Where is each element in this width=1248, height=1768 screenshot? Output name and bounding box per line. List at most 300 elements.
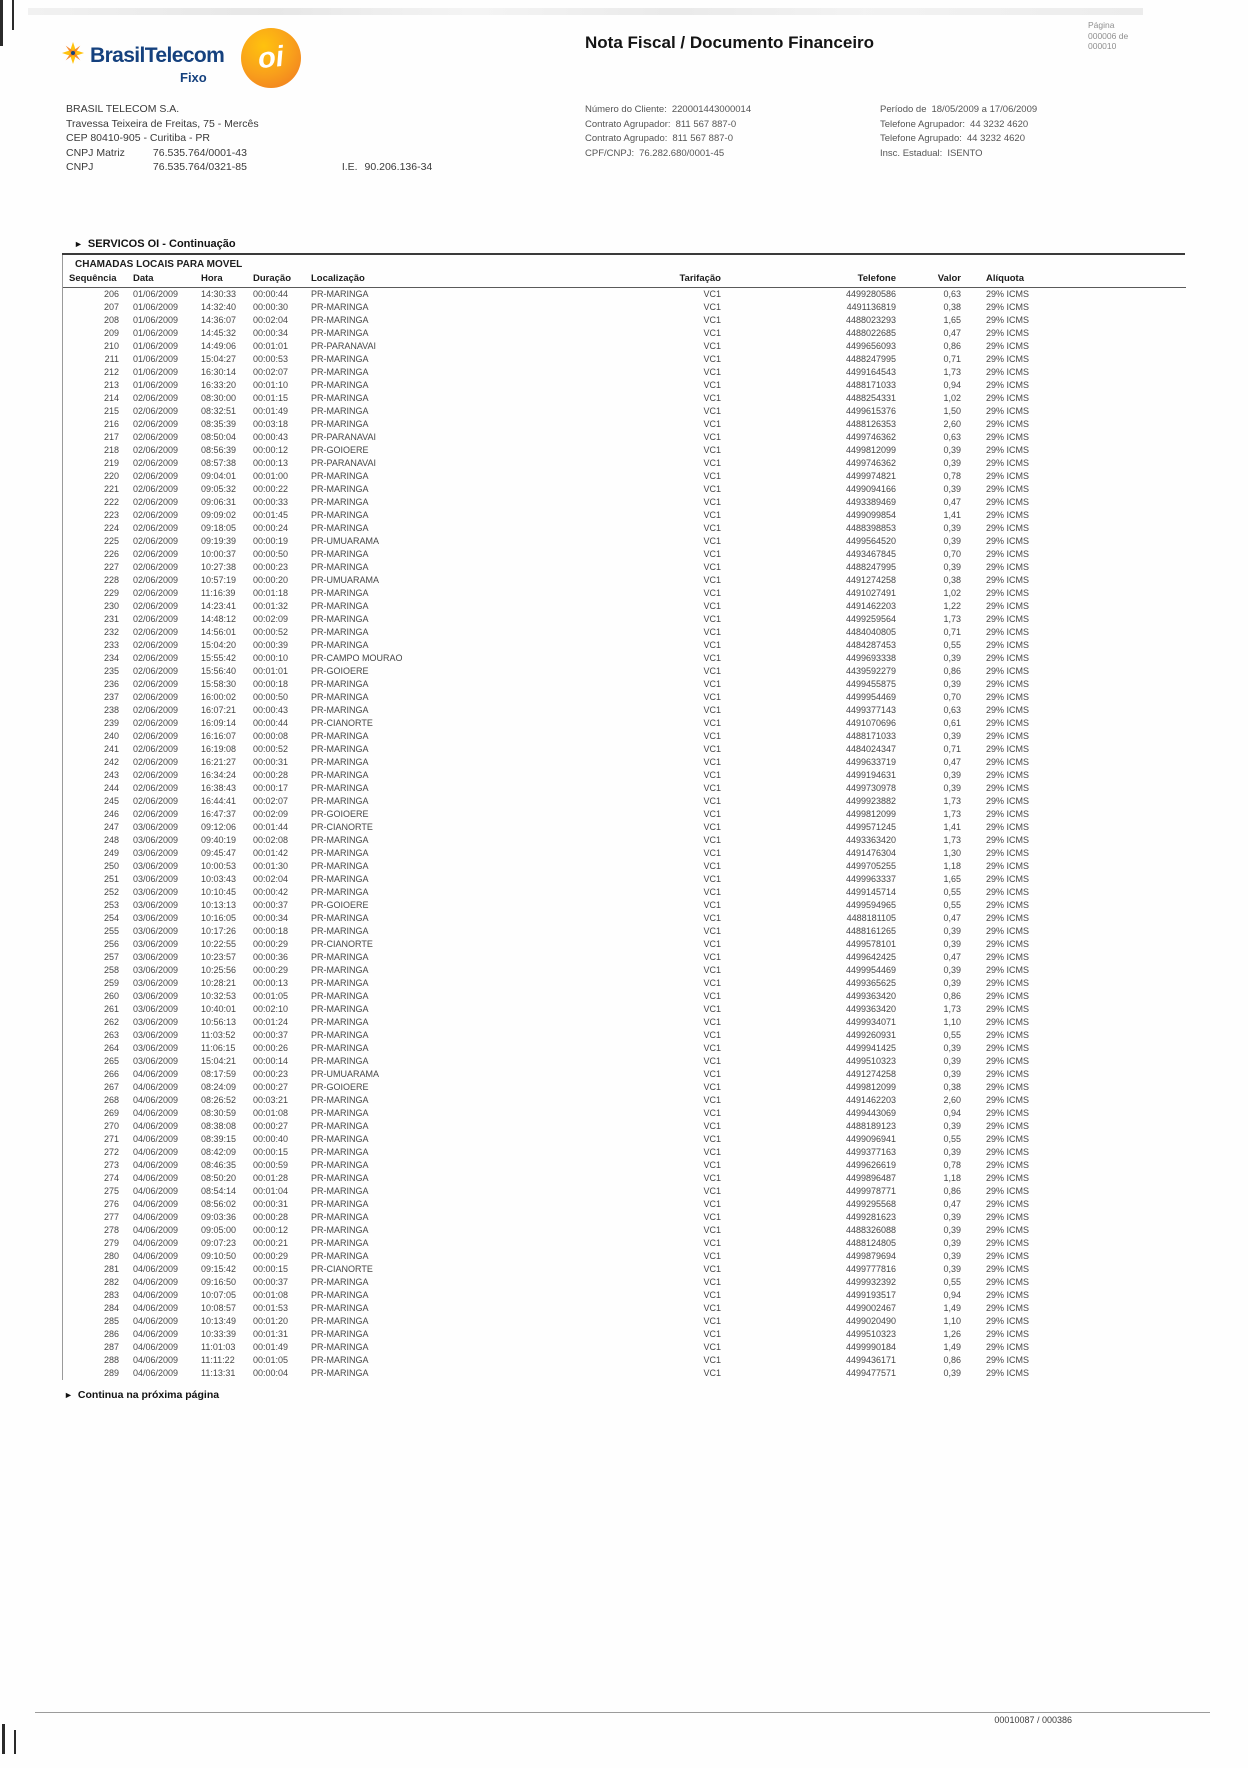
cell-duracao: 00:00:20 xyxy=(253,575,289,585)
cell-aliquota: 29% ICMS xyxy=(986,536,1030,546)
cell-hora: 10:28:21 xyxy=(201,978,237,988)
cell-telefone: 4499615376 xyxy=(845,406,896,416)
table-row xyxy=(63,418,1186,431)
cell-aliquota: 29% ICMS xyxy=(986,965,1030,975)
cell-tarifacao: VC1 xyxy=(703,848,721,858)
cell-duracao: 00:00:43 xyxy=(253,705,289,715)
cell-localizacao: PR-MARINGA xyxy=(311,523,369,533)
cell-duracao: 00:01:49 xyxy=(253,1342,289,1352)
cell-sequencia: 230 xyxy=(103,601,119,611)
cell-tarifacao: VC1 xyxy=(703,939,721,949)
cell-tarifacao: VC1 xyxy=(703,783,721,793)
cell-hora: 10:23:57 xyxy=(201,952,237,962)
cell-aliquota: 29% ICMS xyxy=(986,1303,1030,1313)
table-row xyxy=(63,1250,1186,1263)
cell-tarifacao: VC1 xyxy=(703,1056,721,1066)
cell-sequencia: 217 xyxy=(103,432,119,442)
cell-duracao: 00:00:40 xyxy=(253,1134,289,1144)
cell-sequencia: 264 xyxy=(103,1043,119,1053)
cell-valor: 0,63 xyxy=(943,705,961,715)
cell-valor: 1,18 xyxy=(943,1173,961,1183)
cell-hora: 14:23:41 xyxy=(201,601,237,611)
cell-localizacao: PR-MARINGA xyxy=(311,1199,369,1209)
cell-duracao: 00:01:53 xyxy=(253,1303,289,1313)
cell-telefone: 4484287453 xyxy=(845,640,896,650)
table-row xyxy=(63,860,1186,873)
cell-duracao: 00:01:24 xyxy=(253,1017,289,1027)
cell-localizacao: PR-CAMPO MOURAO xyxy=(311,653,403,663)
cell-sequencia: 235 xyxy=(103,666,119,676)
cell-hora: 10:17:26 xyxy=(201,926,237,936)
cell-localizacao: PR-MARINGA xyxy=(311,1004,369,1014)
cell-tarifacao: VC1 xyxy=(703,809,721,819)
cell-valor: 0,94 xyxy=(943,1108,961,1118)
cell-tarifacao: VC1 xyxy=(703,874,721,884)
cell-valor: 1,41 xyxy=(943,510,961,520)
cell-telefone: 4499002467 xyxy=(845,1303,896,1313)
cell-data: 02/06/2009 xyxy=(133,458,179,468)
cell-data: 03/06/2009 xyxy=(133,991,179,1001)
cell-duracao: 00:00:22 xyxy=(253,484,289,494)
cell-valor: 1,18 xyxy=(943,861,961,871)
cell-telefone: 4493363420 xyxy=(845,835,896,845)
cell-hora: 08:32:51 xyxy=(201,406,237,416)
cell-aliquota: 29% ICMS xyxy=(986,900,1030,910)
table-row xyxy=(63,847,1186,860)
cell-tarifacao: VC1 xyxy=(703,744,721,754)
cell-hora: 08:26:52 xyxy=(201,1095,237,1105)
cell-aliquota: 29% ICMS xyxy=(986,1160,1030,1170)
cell-duracao: 00:00:33 xyxy=(253,497,289,507)
table-row xyxy=(63,392,1186,405)
cell-tarifacao: VC1 xyxy=(703,484,721,494)
cell-duracao: 00:00:37 xyxy=(253,900,289,910)
cell-aliquota: 29% ICMS xyxy=(986,497,1030,507)
cell-aliquota: 29% ICMS xyxy=(986,744,1030,754)
cell-hora: 08:56:02 xyxy=(201,1199,237,1209)
cell-duracao: 00:01:15 xyxy=(253,393,289,403)
cell-valor: 0,39 xyxy=(943,1147,961,1157)
cell-hora: 09:45:47 xyxy=(201,848,237,858)
page-counter-label: Página xyxy=(1088,20,1115,30)
cell-data: 04/06/2009 xyxy=(133,1329,179,1339)
cell-valor: 0,55 xyxy=(943,887,961,897)
cell-aliquota: 29% ICMS xyxy=(986,1147,1030,1157)
cell-telefone: 4499954469 xyxy=(845,692,896,702)
cell-sequencia: 258 xyxy=(103,965,119,975)
cell-data: 02/06/2009 xyxy=(133,679,179,689)
cell-sequencia: 241 xyxy=(103,744,119,754)
cell-localizacao: PR-MARINGA xyxy=(311,601,369,611)
table-row xyxy=(63,366,1186,379)
cell-localizacao: PR-MARINGA xyxy=(311,965,369,975)
table-row xyxy=(63,912,1186,925)
table-row xyxy=(63,1107,1186,1120)
cell-sequencia: 255 xyxy=(103,926,119,936)
table-row xyxy=(63,1146,1186,1159)
cell-duracao: 00:00:18 xyxy=(253,926,289,936)
cell-sequencia: 209 xyxy=(103,328,119,338)
cell-hora: 11:11:22 xyxy=(201,1355,235,1365)
cell-localizacao: PR-GOIOERE xyxy=(311,900,369,910)
cell-sequencia: 257 xyxy=(103,952,119,962)
cell-valor: 0,39 xyxy=(943,458,961,468)
cell-valor: 0,55 xyxy=(943,900,961,910)
cell-aliquota: 29% ICMS xyxy=(986,705,1030,715)
cell-sequencia: 249 xyxy=(103,848,119,858)
cell-hora: 09:18:05 xyxy=(201,523,237,533)
cell-sequencia: 210 xyxy=(103,341,119,351)
cell-telefone: 4493389469 xyxy=(845,497,896,507)
cell-sequencia: 213 xyxy=(103,380,119,390)
cell-tarifacao: VC1 xyxy=(703,406,721,416)
continues-arrow-icon: ► xyxy=(64,1390,73,1400)
cell-tarifacao: VC1 xyxy=(703,367,721,377)
cell-data: 03/06/2009 xyxy=(133,900,179,910)
cell-telefone: 4499259564 xyxy=(845,614,896,624)
cell-localizacao: PR-MARINGA xyxy=(311,1056,369,1066)
cell-data: 02/06/2009 xyxy=(133,484,179,494)
cell-valor: 1,22 xyxy=(943,601,961,611)
cell-hora: 14:45:32 xyxy=(201,328,237,338)
cell-duracao: 00:01:49 xyxy=(253,406,289,416)
cell-hora: 10:13:49 xyxy=(201,1316,237,1326)
cell-valor: 0,55 xyxy=(943,1277,961,1287)
table-row xyxy=(63,1302,1186,1315)
cell-aliquota: 29% ICMS xyxy=(986,1264,1030,1274)
cell-aliquota: 29% ICMS xyxy=(986,471,1030,481)
table-row xyxy=(63,938,1186,951)
cell-aliquota: 29% ICMS xyxy=(986,1004,1030,1014)
column-header-hora: Hora xyxy=(199,272,251,288)
cell-data: 02/06/2009 xyxy=(133,510,179,520)
page-counter xyxy=(1088,20,1128,52)
cell-aliquota: 29% ICMS xyxy=(986,328,1030,338)
cell-telefone: 4499932392 xyxy=(845,1277,896,1287)
cell-duracao: 00:00:59 xyxy=(253,1160,289,1170)
cell-telefone: 4499193517 xyxy=(845,1290,896,1300)
cell-telefone: 4499094166 xyxy=(845,484,896,494)
scan-artifact xyxy=(2,1724,5,1754)
cell-telefone: 4491462203 xyxy=(845,1095,896,1105)
continues-text: Continua na próxima página xyxy=(77,1389,220,1401)
cell-duracao: 00:01:32 xyxy=(253,601,289,611)
cell-hora: 08:30:00 xyxy=(201,393,237,403)
cell-duracao: 00:00:14 xyxy=(253,1056,289,1066)
cell-hora: 11:06:15 xyxy=(201,1043,236,1053)
cell-aliquota: 29% ICMS xyxy=(986,874,1030,884)
cell-valor: 1,65 xyxy=(943,874,961,884)
page-counter-total: 000010 xyxy=(1088,41,1117,51)
cell-sequencia: 215 xyxy=(103,406,119,416)
cell-sequencia: 248 xyxy=(103,835,119,845)
cell-sequencia: 228 xyxy=(103,575,119,585)
cell-telefone: 4499510323 xyxy=(845,1329,896,1339)
cell-duracao: 00:00:43 xyxy=(253,432,289,442)
cell-duracao: 00:01:04 xyxy=(253,1186,289,1196)
cell-localizacao: PR-MARINGA xyxy=(311,913,369,923)
column-header-sequencia: Sequência xyxy=(63,272,121,288)
cell-data: 03/06/2009 xyxy=(133,926,179,936)
cell-localizacao: PR-MARINGA xyxy=(311,627,369,637)
cell-data: 01/06/2009 xyxy=(133,302,179,312)
cell-localizacao: PR-MARINGA xyxy=(311,1108,369,1118)
cell-telefone: 4499020490 xyxy=(845,1316,896,1326)
cell-duracao: 00:00:29 xyxy=(253,965,289,975)
cell-telefone: 4488398853 xyxy=(845,523,896,533)
cell-aliquota: 29% ICMS xyxy=(986,666,1030,676)
inscricao-estadual-value: ISENTO xyxy=(947,147,983,159)
cell-sequencia: 270 xyxy=(103,1121,119,1131)
cell-data: 03/06/2009 xyxy=(133,1043,179,1053)
cell-data: 02/06/2009 xyxy=(133,471,179,481)
cell-sequencia: 275 xyxy=(103,1186,119,1196)
cell-valor: 1,73 xyxy=(943,796,961,806)
cell-data: 02/06/2009 xyxy=(133,692,179,702)
cell-valor: 1,10 xyxy=(943,1017,961,1027)
cell-telefone: 4499746362 xyxy=(845,432,896,442)
cell-tarifacao: VC1 xyxy=(703,1212,721,1222)
cell-tarifacao: VC1 xyxy=(703,835,721,845)
table-row xyxy=(63,496,1186,509)
cell-aliquota: 29% ICMS xyxy=(986,679,1030,689)
cell-sequencia: 229 xyxy=(103,588,119,598)
cell-duracao: 00:00:50 xyxy=(253,549,289,559)
telefone-agrupado-line xyxy=(880,132,1037,147)
cell-data: 04/06/2009 xyxy=(133,1160,179,1170)
cell-sequencia: 223 xyxy=(103,510,119,520)
cell-aliquota: 29% ICMS xyxy=(986,1186,1030,1196)
cell-aliquota: 29% ICMS xyxy=(986,1121,1030,1131)
cell-duracao: 00:00:21 xyxy=(253,1238,289,1248)
calls-table-header-row xyxy=(63,272,1186,288)
cell-localizacao: PR-PARANAVAI xyxy=(311,458,377,468)
cell-data: 03/06/2009 xyxy=(133,952,179,962)
table-row xyxy=(63,1211,1186,1224)
cell-tarifacao: VC1 xyxy=(703,991,721,1001)
cell-aliquota: 29% ICMS xyxy=(986,913,1030,923)
cell-sequencia: 262 xyxy=(103,1017,119,1027)
continues-next-page-note xyxy=(62,1389,1185,1401)
cell-valor: 2,60 xyxy=(943,1095,961,1105)
cell-aliquota: 29% ICMS xyxy=(986,952,1030,962)
cell-data: 03/06/2009 xyxy=(133,939,179,949)
cell-telefone: 4491274258 xyxy=(845,1069,896,1079)
cell-data: 02/06/2009 xyxy=(133,640,179,650)
cell-aliquota: 29% ICMS xyxy=(986,640,1030,650)
cell-data: 04/06/2009 xyxy=(133,1238,179,1248)
cell-duracao: 00:00:10 xyxy=(253,653,289,663)
cell-aliquota: 29% ICMS xyxy=(986,445,1030,455)
cell-localizacao: PR-MARINGA xyxy=(311,1355,369,1365)
cell-sequencia: 267 xyxy=(103,1082,119,1092)
cell-tarifacao: VC1 xyxy=(703,1368,721,1378)
cell-hora: 10:40:01 xyxy=(201,1004,237,1014)
cell-tarifacao: VC1 xyxy=(703,1017,721,1027)
cell-sequencia: 206 xyxy=(103,289,119,299)
cell-localizacao: PR-MARINGA xyxy=(311,289,369,299)
cell-hora: 09:04:01 xyxy=(201,471,237,481)
cell-duracao: 00:00:30 xyxy=(253,302,289,312)
cell-sequencia: 237 xyxy=(103,692,119,702)
cell-duracao: 00:00:28 xyxy=(253,1212,289,1222)
cell-localizacao: PR-MARINGA xyxy=(311,315,369,325)
cell-tarifacao: VC1 xyxy=(703,432,721,442)
customer-number-line xyxy=(585,103,751,118)
cell-aliquota: 29% ICMS xyxy=(986,692,1030,702)
cell-localizacao: PR-MARINGA xyxy=(311,679,369,689)
cell-localizacao: PR-MARINGA xyxy=(311,1225,369,1235)
column-header-telefone: Telefone xyxy=(741,272,906,288)
cell-hora: 09:06:31 xyxy=(201,497,237,507)
table-row xyxy=(63,288,1186,302)
table-row xyxy=(63,587,1186,600)
cell-aliquota: 29% ICMS xyxy=(986,302,1030,312)
cell-localizacao: PR-MARINGA xyxy=(311,1147,369,1157)
cell-data: 02/06/2009 xyxy=(133,731,179,741)
cell-data: 04/06/2009 xyxy=(133,1277,179,1287)
cell-hora: 09:19:39 xyxy=(201,536,237,546)
cell-tarifacao: VC1 xyxy=(703,952,721,962)
cell-tarifacao: VC1 xyxy=(703,965,721,975)
subsection-title: CHAMADAS LOCAIS PARA MOVEL xyxy=(75,259,243,270)
cnpj-value: 76.535.764/0321-85 xyxy=(152,161,247,173)
cell-localizacao: PR-MARINGA xyxy=(311,926,369,936)
table-row xyxy=(63,1068,1186,1081)
cell-telefone: 4488247995 xyxy=(845,562,896,572)
cell-tarifacao: VC1 xyxy=(703,1134,721,1144)
cell-telefone: 4491476304 xyxy=(845,848,896,858)
cell-telefone: 4499099854 xyxy=(845,510,896,520)
cell-data: 03/06/2009 xyxy=(133,848,179,858)
cell-duracao: 00:00:29 xyxy=(253,939,289,949)
cell-hora: 15:55:42 xyxy=(201,653,237,663)
cell-data: 02/06/2009 xyxy=(133,588,179,598)
table-row xyxy=(63,1016,1186,1029)
cell-tarifacao: VC1 xyxy=(703,601,721,611)
cell-tarifacao: VC1 xyxy=(703,328,721,338)
cell-aliquota: 29% ICMS xyxy=(986,835,1030,845)
cell-localizacao: PR-PARANAVAI xyxy=(311,341,377,351)
cell-localizacao: PR-MARINGA xyxy=(311,744,369,754)
cell-localizacao: PR-MARINGA xyxy=(311,1173,369,1183)
cell-sequencia: 219 xyxy=(103,458,119,468)
contrato-agrupador-value: 811 567 887-0 xyxy=(675,118,737,130)
cell-localizacao: PR-MARINGA xyxy=(311,848,369,858)
cell-hora: 15:58:30 xyxy=(201,679,237,689)
cell-data: 03/06/2009 xyxy=(133,861,179,871)
cell-telefone: 4499260931 xyxy=(845,1030,896,1040)
cell-sequencia: 256 xyxy=(103,939,119,949)
cell-data: 04/06/2009 xyxy=(133,1316,179,1326)
cell-valor: 0,39 xyxy=(943,1251,961,1261)
cell-tarifacao: VC1 xyxy=(703,1108,721,1118)
cell-data: 03/06/2009 xyxy=(133,822,179,832)
cell-hora: 10:10:45 xyxy=(201,887,237,897)
cell-tarifacao: VC1 xyxy=(703,679,721,689)
cell-sequencia: 238 xyxy=(103,705,119,715)
cell-valor: 0,39 xyxy=(943,965,961,975)
cell-aliquota: 29% ICMS xyxy=(986,1030,1030,1040)
cell-telefone: 4499656093 xyxy=(845,341,896,351)
cell-aliquota: 29% ICMS xyxy=(986,978,1030,988)
calls-table-wrapper xyxy=(62,255,1185,1380)
section-title-text: SERVICOS OI - Continuação xyxy=(87,238,236,250)
cell-data: 02/06/2009 xyxy=(133,666,179,676)
cell-duracao: 00:01:18 xyxy=(253,588,289,598)
cell-valor: 0,86 xyxy=(943,341,961,351)
table-row xyxy=(63,1042,1186,1055)
cell-aliquota: 29% ICMS xyxy=(986,1329,1030,1339)
cell-data: 03/06/2009 xyxy=(133,1030,179,1040)
cell-valor: 1,73 xyxy=(943,1004,961,1014)
table-row xyxy=(63,873,1186,886)
cell-tarifacao: VC1 xyxy=(703,1199,721,1209)
cell-valor: 1,73 xyxy=(943,367,961,377)
cell-duracao: 00:01:31 xyxy=(253,1329,289,1339)
cell-tarifacao: VC1 xyxy=(703,445,721,455)
cell-hora: 11:01:03 xyxy=(201,1342,236,1352)
cell-duracao: 00:03:18 xyxy=(253,419,289,429)
cell-localizacao: PR-MARINGA xyxy=(311,783,369,793)
cell-hora: 14:48:12 xyxy=(201,614,237,624)
cell-hora: 08:56:39 xyxy=(201,445,237,455)
cell-tarifacao: VC1 xyxy=(703,666,721,676)
cell-tarifacao: VC1 xyxy=(703,341,721,351)
cell-aliquota: 29% ICMS xyxy=(986,588,1030,598)
cell-valor: 0,38 xyxy=(943,302,961,312)
cell-duracao: 00:02:09 xyxy=(253,614,289,624)
contrato-agrupador-label: Contrato Agrupador: xyxy=(585,118,671,130)
cell-aliquota: 29% ICMS xyxy=(986,887,1030,897)
cell-data: 04/06/2009 xyxy=(133,1095,179,1105)
cell-sequencia: 222 xyxy=(103,497,119,507)
cell-localizacao: PR-CIANORTE xyxy=(311,822,373,832)
cell-hora: 15:04:20 xyxy=(201,640,237,650)
cell-valor: 0,39 xyxy=(943,562,961,572)
cell-duracao: 00:02:09 xyxy=(253,809,289,819)
cell-duracao: 00:00:23 xyxy=(253,1069,289,1079)
cell-valor: 0,94 xyxy=(943,1290,961,1300)
calls-table-body xyxy=(63,288,1186,1381)
cell-valor: 0,39 xyxy=(943,1056,961,1066)
table-row xyxy=(63,964,1186,977)
cell-aliquota: 29% ICMS xyxy=(986,575,1030,585)
cell-duracao: 00:00:12 xyxy=(253,1225,289,1235)
cell-sequencia: 269 xyxy=(103,1108,119,1118)
table-row xyxy=(63,1289,1186,1302)
cell-sequencia: 280 xyxy=(103,1251,119,1261)
cell-aliquota: 29% ICMS xyxy=(986,731,1030,741)
inscricao-estadual-line xyxy=(880,147,1037,162)
cell-data: 02/06/2009 xyxy=(133,809,179,819)
cell-data: 02/06/2009 xyxy=(133,536,179,546)
cell-telefone: 4499693338 xyxy=(845,653,896,663)
cell-localizacao: PR-GOIOERE xyxy=(311,666,369,676)
cell-duracao: 00:01:08 xyxy=(253,1290,289,1300)
cell-aliquota: 29% ICMS xyxy=(986,562,1030,572)
cell-sequencia: 232 xyxy=(103,627,119,637)
table-row xyxy=(63,990,1186,1003)
table-row xyxy=(63,691,1186,704)
cell-valor: 0,70 xyxy=(943,692,961,702)
cell-tarifacao: VC1 xyxy=(703,1238,721,1248)
cell-sequencia: 246 xyxy=(103,809,119,819)
cell-aliquota: 29% ICMS xyxy=(986,1277,1030,1287)
brand-fixo-label: Fixo xyxy=(180,70,207,85)
cell-localizacao: PR-MARINGA xyxy=(311,1160,369,1170)
table-row xyxy=(63,1354,1186,1367)
